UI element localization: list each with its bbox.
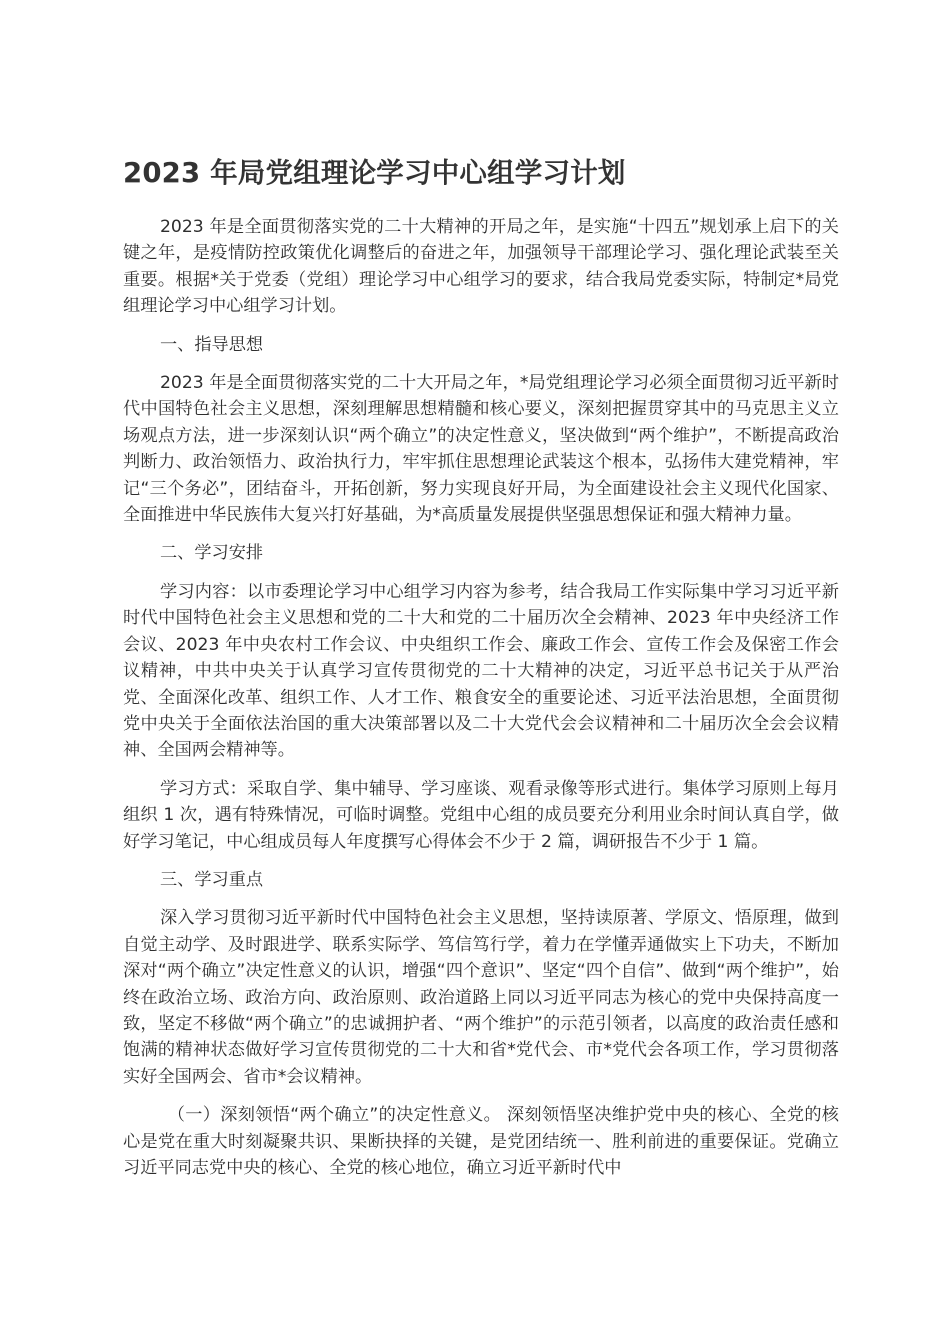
document-body <box>123 150 839 1193</box>
document-title: 2023 年局党组理论学习中心组学习计划 <box>123 157 626 189</box>
focus-item-1-lead: （一）深刻领悟“两个确立”的决定性意义。 <box>167 1105 502 1126</box>
focus-item-1-paragraph <box>123 1102 839 1181</box>
section-heading-study-focus: 三、学习重点 <box>159 869 264 890</box>
guiding-ideology-paragraph: 2023 年是全面贯彻落实党的二十大开局之年，*局党组理论学习必须全面贯彻习近平新时代中国特色社会主义思想，深刻理解思想精髓和核心要义，深刻把握贯穿其中的马克思主义立场观点方法，进一步深刻认识“两个确立”的决定性意义，坚决做到“两个维护”，不断提高政治判断力、政治领悟力、政治执行力，牢牢抓住思想理论武装这个根本，弘扬伟大建党精神，牢记“三个务必”，团结奋斗，开拓创新，努力实现良好开局，为全面建设社会主义现代化国家、全面推进中华民族伟大复兴打好基础，为*高质量发展提供坚强思想保证和强大精神力量。 <box>123 373 839 526</box>
intro-paragraph: 2023 年是全面贯彻落实党的二十大精神的开局之年，是实施“十四五”规划承上启下的关键之年，是疫情防控政策优化调整后的奋进之年，加强领导干部理论学习、强化理论武装至关重要。根据*关于党委（党组）理论学习中心组学习的要求，结合我局党委实际，特制定*局党组理论学习中心组学习计划。 <box>123 217 839 317</box>
study-focus-paragraph: 深入学习贯彻习近平新时代中国特色社会主义思想，坚持读原著、学原文、悟原理，做到自觉主动学、及时跟进学、联系实际学、笃信笃行学，着力在学懂弄通做实上下功夫，不断加深对“两个确立”决定性意义的认识，增强“四个意识”、坚定“四个自信”、做到“两个维护”，始终在政治立场、政治方向、政治原则、政治道路上同以习近平同志为核心的党中央保持高度一致，坚定不移做“两个确立”的忠诚拥护者、“两个维护”的示范引领者，以高度的政治责任感和饱满的精神状态做好学习宣传贯彻党的二十大和省*党代会、市*党代会各项工作，学习贯彻落实好全国两会、省市*会议精神。 <box>123 908 839 1087</box>
focus-item-1-body: 深刻领悟坚决维护党中央的核心、全党的核心是党在重大时刻凝聚共识、果断抉择的关键，是党团结统一、胜利前进的重要保证。党确立习近平同志党中央的核心、全党的核心地位，确立习近平新时代中 <box>123 1105 839 1178</box>
study-content-paragraph: 学习内容：以市委理论学习中心组学习内容为参考，结合我局工作实际集中学习习近平新时代中国特色社会主义思想和党的二十大和党的二十届历次全会精神、2023 年中央经济工作会议、2023 年中央农村工作会议、中央组织工作会、廉政工作会、宣传工作会及保密工作会议精神，中共中央关于认真学习宣传贯彻党的二十大精神的决定，习近平总书记关于从严治党、全面深化改革、组织工作、人才工作、粮食安全的重要论述、习近平法治思想，全面贯彻党中央关于全面依法治国的重大决策部署以及二十大党代会会议精神和二十届历次全会会议精神、全国两会精神等。 <box>123 581 839 761</box>
section-heading-guiding-ideology: 一、指导思想 <box>159 334 264 355</box>
section-heading-study-arrangement: 二、学习安排 <box>159 543 264 564</box>
study-method-paragraph: 学习方式：采取自学、集中辅导、学习座谈、观看录像等形式进行。集体学习原则上每月组织 1 次，遇有特殊情况，可临时调整。党组中心组的成员要充分利用业余时间认真自学，做好学习笔记，中心组成员每人年度撰写心得体会不少于 2 篇，调研报告不少于 1 篇。 <box>123 778 839 852</box>
